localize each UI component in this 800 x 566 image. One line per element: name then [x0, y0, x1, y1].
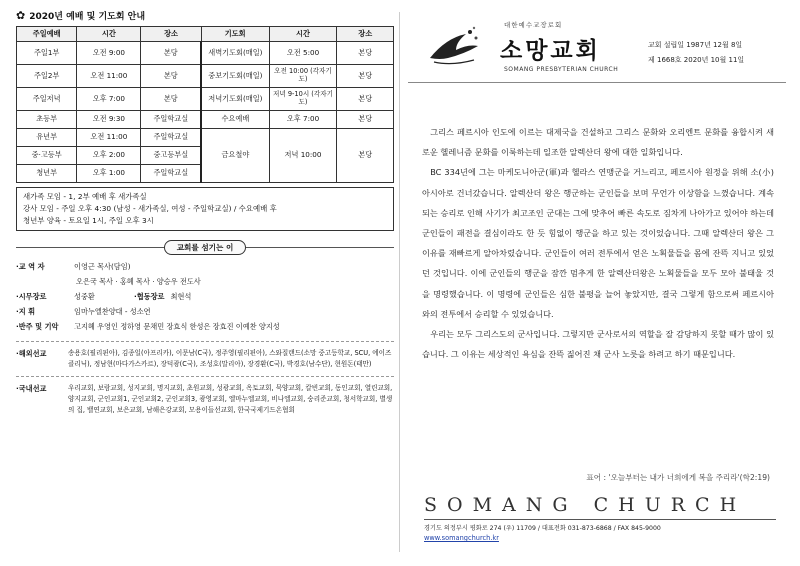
notice-item: 청년부 양육 - 토요일 1시, 주일 오후 3시	[23, 215, 154, 225]
cover-note: 표어 : '오늘부터는 내가 너희에게 복을 주리라'(학2:19)	[586, 473, 770, 482]
divider	[408, 82, 786, 83]
table-row: 주일1부 오전 9:00 본당 새벽기도회(매일) 오전 5:00 본당	[17, 42, 394, 65]
notice-item: 강사 모임 - 주일 오후 4:30 (남성 - 새가족실, 여성 - 주일학교실) / 수요예배 후	[23, 203, 277, 213]
address: 경기도 의정부시 평화로 274 (우) 11709 / 대표전화 031-873-6868 / FAX 845-9000	[424, 525, 661, 532]
staff-row: 오은국 목사 · 홍혜 목사 · 양승우 전도사	[76, 276, 201, 286]
staff-row: ·교 역 자 이영근 목사(담임)	[16, 261, 131, 271]
divider	[246, 247, 394, 248]
divider	[16, 247, 164, 248]
paragraph: 그리스 페르시아 인도에 이르는 대제국을 건설하고 그리스 문화와 오리엔트 문화를 융합시켜 새로운 헬레니즘 문화를 이룩하는데 일조한 알렉산더 왕에 대한 일화입니다.	[422, 127, 774, 158]
schedule-table	[16, 26, 394, 183]
left-column	[16, 8, 394, 558]
divider	[424, 519, 776, 520]
staff-list	[16, 260, 394, 417]
brand-wordmark: SOMANG CHURCH	[424, 494, 747, 516]
right-column	[408, 10, 786, 560]
schedule-title: ✿ 2020년 예배 및 기도회 안내	[16, 8, 146, 22]
bulletin-meta: 교회 설립일 1987년 12월 8일 제 1668호 2020년 10월 11일	[648, 41, 745, 65]
notice-item: 새가족 모임 - 1, 2부 예배 후 새가족실	[23, 192, 147, 201]
staff-header: 교회를 섬기는 이	[16, 240, 394, 256]
divider	[16, 341, 394, 342]
paragraph: BC 334년에 그는 마케도니아군(軍)과 헬라스 연맹군을 거느리고, 페르시아 원정을 위해 소(小)아시아로 건너갔습니다. 알렉산더 왕은 행군하는 군인들을 보며 무언가 이상함을 느꼈습니다. 계속 되는 승리로 인해 사기가 최고조인 군대는 그에 맞추어 빠른 속도로 짐차게 나아가고 있어야 하는데 군인들이 패전을 결심이라도 한 듯 힘없이 행군을 하고 있는 것이었습니다. 그때 알렉산더 왕은 그 이유를 재빠르게 알아차렸습니다. 군인들이 여러 전투에서 얻은 노획물들을 몸에 잔뜩 지니고 있었던 것입니다. 이에 군인들의 행군을 잠깐 멈추게 한 알렉산더왕은 노획물들을 모두 모아 불태울 것을 명령했습니다. 이 명령에 군인들은 심한 불평을 늘어 놓았지만, 결국 그렇게 함으로써 페르시아와의 전투에서 승리할 수 있었습니다.	[422, 167, 774, 319]
flower-icon: ✿	[16, 8, 26, 22]
dove-logo-icon	[426, 24, 482, 70]
table-row: 청년부 오후 1:00 주일학교실	[17, 165, 394, 183]
article-body	[422, 122, 774, 364]
church-name: 소망교회	[500, 37, 601, 64]
notice-box	[16, 187, 394, 231]
table-row: 초등부 오전 9:30 주일학교실 수요예배 오후 7:00 본당	[17, 111, 394, 129]
table-row: 중·고등부 오후 2:00 중고등부실	[17, 147, 394, 165]
table-row: 유년부 오전 11:00 주일학교실 금요철야 저녁 10:00 본당	[17, 129, 394, 147]
column-divider	[399, 12, 400, 552]
paragraph: 우리는 모두 그리스도의 군사입니다. 그렇지만 군사로서의 역할을 잘 감당하지 못할 때가 많이 있습니다. 그 이유는 세상적인 욕심을 잔뜩 짊어진 채 군사 노릇을 하려고 하기 때문입니다.	[422, 329, 774, 360]
divider	[16, 376, 394, 377]
schedule-header-row: 주일예배 시간 장소 기도회 시간 장소	[17, 27, 394, 42]
table-row: 주일저녁 오후 7:00 본당 저녁기도회(매일) 저녁 9-10시 (각자기도) 본당	[17, 88, 394, 111]
website-link[interactable]: www.somangchurch.kr	[424, 534, 499, 542]
staff-row: ·지 휘 임마누엘찬양대 - 성소연	[16, 306, 151, 316]
domestic-mission: ·국내선교 우리교회, 보람교회, 성지교회, 명지교회, 초원교회, 성광교회, 옥토교회, 묵양교회, 칼빈교회, 동인교회, 열린교회, 양지교회, 군인교회1, 군인교회2, 군인교회3, 광영교회, 엘마누엘교회, 비나엘교회, 숭리준교회, 청서학교회, 별생의 집, 밸연교회, 보은교회, 남해은강교회, 모용이들선교회, 한국국제기드온협회	[16, 383, 393, 415]
staff-row: ·시무장로 성중환 ·협동장로 최현석	[16, 291, 192, 301]
staff-row: ·반주 및 기악 고지혜 우영인 정하영 문채민 장효식 한성은 장효진 이예찬 양지성	[16, 321, 280, 331]
foreign-mission: ·해외선교 송용호(필리핀아), 김종일(아프리카), 이문남(C국), 정주영(필리핀아), 스와질랜드(소망 중고등학교, SCU, 에이즈클리닉), 정남현(마다가스카르), 장덕광(C국), 조성호(말리아), 장경환(C국), 박경호(남수단), 현원돈(태만)	[16, 348, 392, 368]
table-row: 주일2부 오전 11:00 본당 중보기도회(매일) 오전 10:00 (각자기도) 본당	[17, 65, 394, 88]
bulletin-header: 대한예수교장로회 소망교회 SOMANG PRESBYTERIAN CHURCH 교회 설립일 1987년 12월 8일 제 1668호 2020년 10월 11일	[408, 10, 786, 80]
